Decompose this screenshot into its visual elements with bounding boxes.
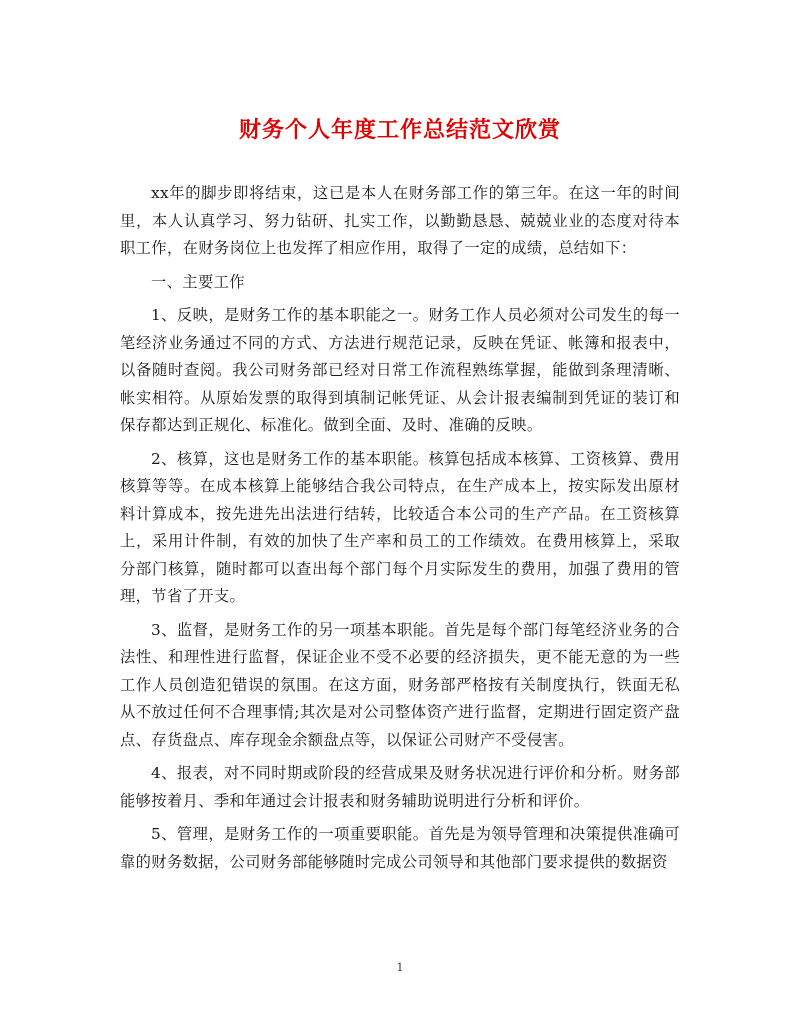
paragraph-management: 5、管理，是财务工作的一项重要职能。首先是为领导管理和决策提供准确可靠的财务数据，公司财务部能够随时完成公司领导和其他部门要求提供的数据资 [120,825,680,871]
document-title: 财务个人年度工作总结范文欣赏 [238,118,561,143]
section-heading-main-work: 一、主要工作 [151,272,245,291]
intro-paragraph: xx年的脚步即将结束，这已是本人在财务部工作的第三年。在这一年的时间里，本人认真学习、努力钻研、扎实工作，以勤勤恳恳、兢兢业业的态度对待本职工作，在财务岗位上也发挥了相应作用，取得了一定的成绩，总结如下： [120,184,680,257]
paragraph-accounting: 2、核算，这也是财务工作的基本职能。核算包括成本核算、工资核算、费用核算等等。在成本核算上能够结合我公司特点，在生产成本上，按实际发出原材料计算成本，按先进先出法进行结转，比较适合本公司的生产产品。在工资核算上，采用计件制，有效的加快了生产率和员工的工作绩效。在费用核算上，采取分部门核算，随时都可以查出每个部门每个月实际发生的费用，加强了费用的管理，节省了开支。 [120,449,680,605]
paragraph-reports: 4、报表，对不同时期或阶段的经营成果及财务状况进行评价和分析。财务部能够按着月、季和年通过会计报表和财务辅助说明进行分析和评价。 [120,764,680,810]
page-number: 1 [396,961,404,974]
paragraph-supervision: 3、监督，是财务工作的另一项基本职能。首先是每个部门每笔经济业务的合法性、和理性进行监督，保证企业不受不必要的经济损失，更不能无意的为一些工作人员创造犯错误的氛围。在这方面，财务部严格按有关制度执行，铁面无私从不放过任何不合理事情;其次是对公司整体资产进行监督，定期进行固定资产盘点、存货盘点、库存现金余额盘点等，以保证公司财产不受侵害。 [120,620,680,749]
document-body [120,180,680,882]
paragraph-reflect: 1、反映，是财务工作的基本职能之一。财务工作人员必须对公司发生的每一笔经济业务通过不同的方式、方法进行规范记录，反映在凭证、帐簿和报表中，以备随时查阅。我公司财务部已经对日常工作流程熟练掌握，能做到条理清晰、帐实相符。从原始发票的取得到填制记帐凭证、从会计报表编制到凭证的装订和保存都达到正规化、标准化。做到全面、及时、准确的反映。 [120,306,680,434]
